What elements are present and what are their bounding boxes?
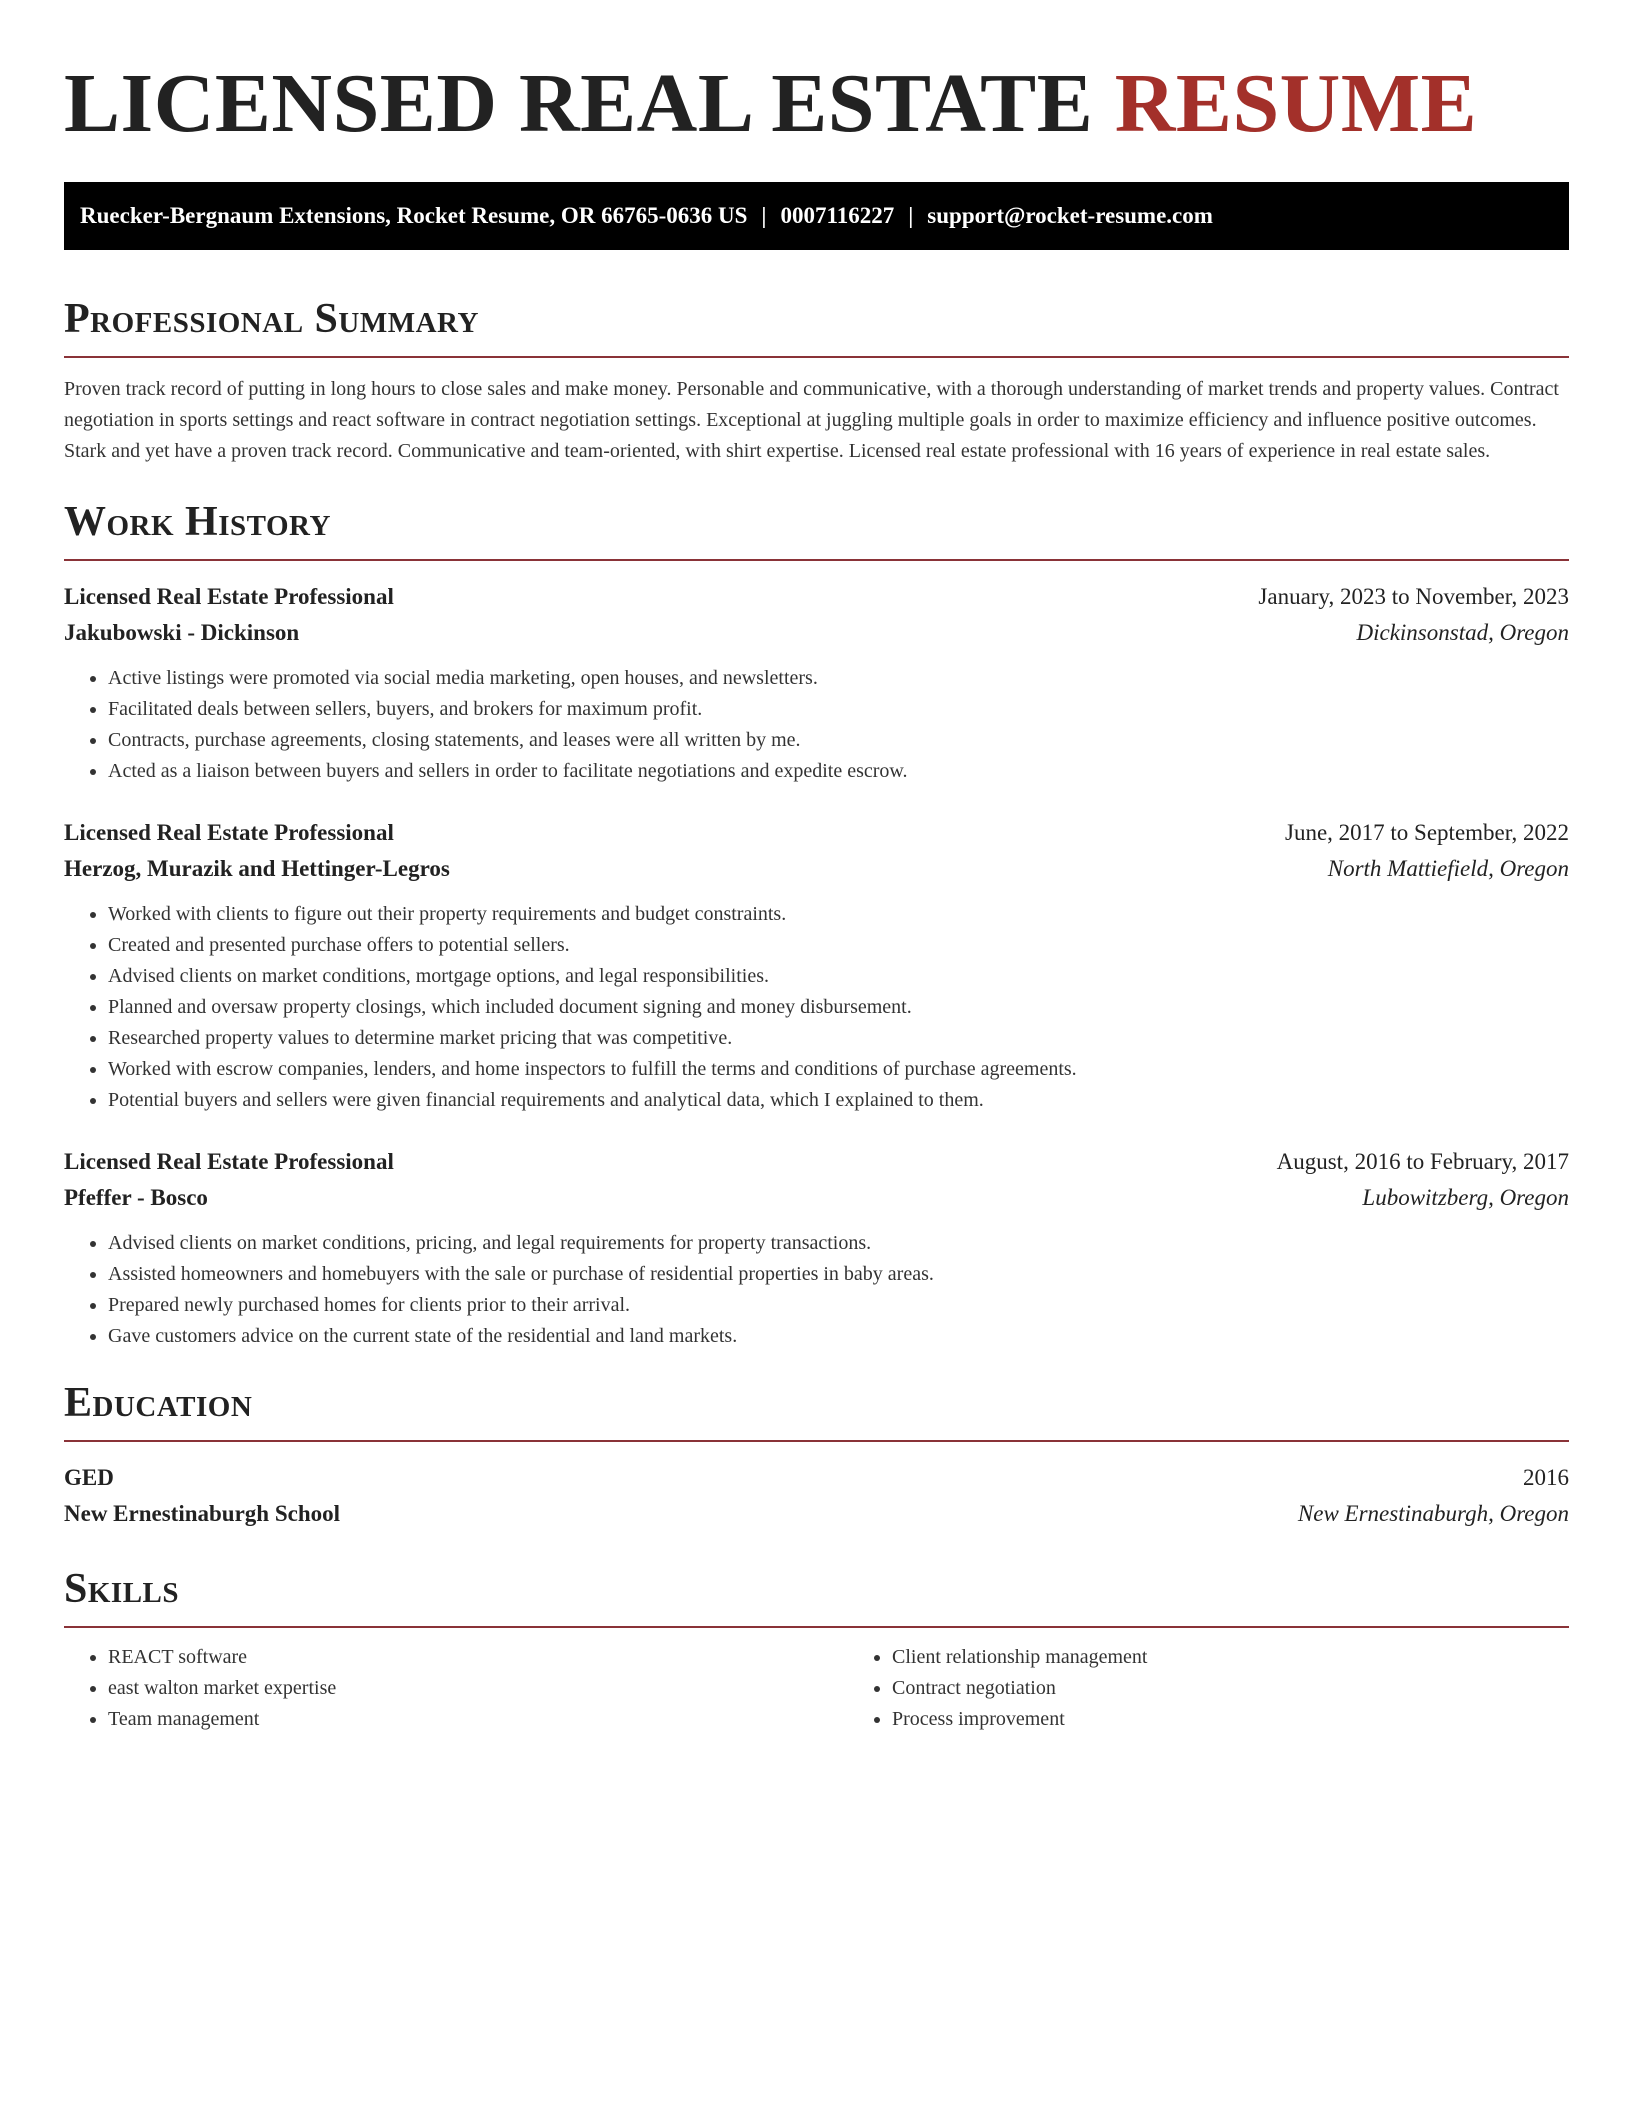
job-header [64, 579, 1569, 615]
job-company: Jakubowski - Dickinson [64, 620, 300, 645]
job-location: North Mattiefield, Oregon [1327, 856, 1569, 881]
skill-item: • east walton market expertise [108, 1673, 848, 1704]
job-dates: June, 2017 to September, 2022 [1285, 820, 1569, 845]
job-bullets [64, 899, 1569, 1116]
job-bullet: • Created and presented purchase offers to potential sellers. [108, 930, 1569, 961]
work-history-section [64, 497, 1569, 1352]
skill-item: • Contract negotiation [892, 1673, 1632, 1704]
contact-separator: | [908, 203, 914, 228]
job-location: Lubowitzberg, Oregon [1362, 1185, 1569, 1210]
contact-phone[interactable]: 0007116227 [780, 203, 895, 228]
job-subheader [64, 1180, 1569, 1216]
job-entry [64, 579, 1569, 787]
job-bullet: • Prepared newly purchased homes for clients prior to their arrival. [108, 1290, 1569, 1321]
skill-item: • REACT software [108, 1642, 848, 1673]
job-bullet: • Planned and oversaw property closings, which included document signing and money disbursement. [108, 992, 1569, 1023]
job-bullet: • Advised clients on market conditions, mortgage options, and legal responsibilities. [108, 961, 1569, 992]
contact-separator: | [761, 203, 767, 228]
job-bullets [64, 1228, 1569, 1352]
education-degree: GED [64, 1465, 114, 1490]
job-bullet: • Acted as a liaison between buyers and sellers in order to facilitate negotiations and expedite escrow. [108, 756, 1569, 787]
job-role: Licensed Real Estate Professional [64, 820, 394, 845]
job-dates: January, 2023 to November, 2023 [1258, 584, 1569, 609]
skills-columns [64, 1642, 1569, 1735]
job-bullet: • Researched property values to determine market pricing that was competitive. [108, 1023, 1569, 1054]
skills-list-right [848, 1642, 1632, 1735]
job-header [64, 815, 1569, 851]
job-subheader [64, 851, 1569, 887]
education-location: New Ernestinaburgh, Oregon [1297, 1501, 1569, 1526]
job-bullets [64, 663, 1569, 787]
resume-title [64, 0, 1569, 152]
job-entry [64, 1144, 1569, 1352]
summary-heading: Professional Summary [64, 294, 1569, 358]
job-bullet: • Worked with escrow companies, lenders, and home inspectors to fulfill the terms and conditions of purchase agreements. [108, 1054, 1569, 1085]
job-bullet: • Facilitated deals between sellers, buyers, and brokers for maximum profit. [108, 694, 1569, 725]
job-header [64, 1144, 1569, 1180]
skills-section [64, 1564, 1569, 1735]
resume-page [64, 0, 1569, 1735]
education-year: 2016 [1523, 1465, 1569, 1490]
skill-item: • Process improvement [892, 1704, 1632, 1735]
education-school: New Ernestinaburgh School [64, 1501, 341, 1526]
job-bullet: • Active listings were promoted via social media marketing, open houses, and newsletters. [108, 663, 1569, 694]
job-role: Licensed Real Estate Professional [64, 584, 394, 609]
job-bullet: • Gave customers advice on the current state of the residential and land markets. [108, 1321, 1569, 1352]
contact-bar [64, 182, 1569, 250]
skills-list-left [64, 1642, 848, 1735]
work-history-heading: Work History [64, 497, 1569, 561]
job-bullet: • Potential buyers and sellers were given financial requirements and analytical data, which I explained to them. [108, 1085, 1569, 1116]
title-accent: RESUME [1114, 57, 1478, 150]
title-main: LICENSED REAL ESTATE [64, 57, 1094, 150]
summary-section [64, 294, 1569, 467]
skill-item: • Client relationship management [892, 1642, 1632, 1673]
education-entry [64, 1460, 1569, 1532]
education-header [64, 1460, 1569, 1496]
education-section [64, 1378, 1569, 1532]
job-bullet: • Assisted homeowners and homebuyers with the sale or purchase of residential properties in baby areas. [108, 1259, 1569, 1290]
job-role: Licensed Real Estate Professional [64, 1149, 394, 1174]
job-dates: August, 2016 to February, 2017 [1276, 1149, 1569, 1174]
job-company: Herzog, Murazik and Hettinger-Legros [64, 856, 450, 881]
contact-address: Ruecker-Bergnaum Extensions, Rocket Resume, OR 66765-0636 US [80, 203, 748, 228]
job-subheader [64, 615, 1569, 651]
job-location: Dickinsonstad, Oregon [1356, 620, 1569, 645]
job-bullet: • Advised clients on market conditions, pricing, and legal requirements for property transactions. [108, 1228, 1569, 1259]
education-subheader [64, 1496, 1569, 1532]
job-entry [64, 815, 1569, 1116]
education-heading: Education [64, 1378, 1569, 1442]
summary-text: Proven track record of putting in long hours to close sales and make money. Personable and communicative, with a thorough understanding of market trends and property values. Contract negotiation in sports settings and react software in contract negotiation settings. Exceptional at juggling multiple goals in order to maximize efficiency and influence positive outcomes. Stark and yet have a proven track record. Communicative and team-oriented, with shirt expertise. Licensed real estate professional with 16 years of experience in real estate sales. [64, 378, 1559, 462]
skill-item: • Team management [108, 1704, 848, 1735]
contact-email[interactable]: support@rocket-resume.com [927, 203, 1213, 228]
skills-heading: Skills [64, 1564, 1569, 1628]
job-bullet: • Worked with clients to figure out their property requirements and budget constraints. [108, 899, 1569, 930]
job-bullet: • Contracts, purchase agreements, closing statements, and leases were all written by me. [108, 725, 1569, 756]
job-company: Pfeffer - Bosco [64, 1185, 208, 1210]
